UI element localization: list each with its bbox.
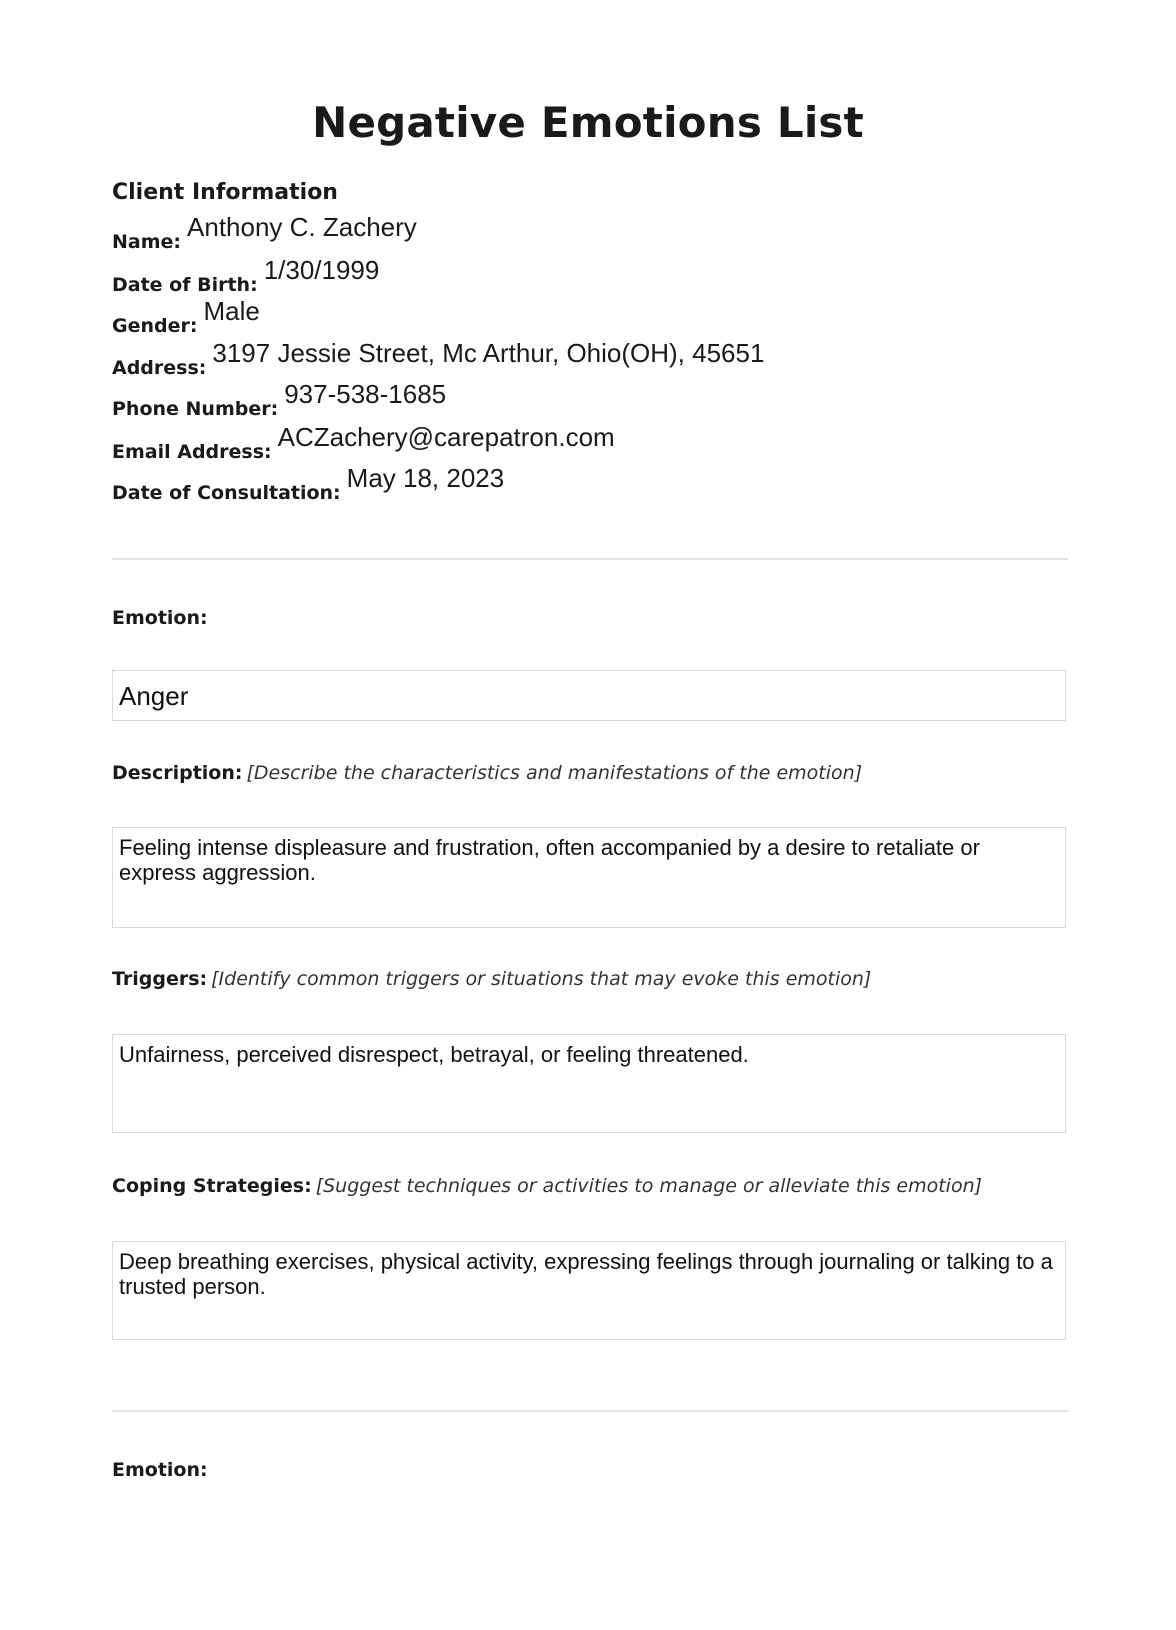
phone-row xyxy=(112,379,447,420)
gender-row xyxy=(112,296,260,337)
dob-row xyxy=(112,255,380,296)
emotion-label-2: Emotion: xyxy=(112,1459,208,1481)
email-row xyxy=(112,422,615,463)
description-field[interactable]: Feeling intense displeasure and frustration, often accompanied by a desire to retaliate or express aggression. xyxy=(112,827,1066,928)
description-label: Description: xyxy=(112,762,243,784)
description-label-row xyxy=(112,762,862,784)
phone-value: 937-538-1685 xyxy=(284,379,447,409)
consultation-date-value: May 18, 2023 xyxy=(346,463,505,493)
coping-field[interactable]: Deep breathing exercises, physical activity, expressing feelings through journaling or talking to a trusted person. xyxy=(112,1241,1066,1340)
name-value: Anthony C. Zachery xyxy=(187,212,417,242)
gender-value: Male xyxy=(203,296,260,326)
gender-label: Gender: xyxy=(112,315,198,337)
emotion-label: Emotion: xyxy=(112,607,208,629)
name-row xyxy=(112,212,417,253)
coping-label-row xyxy=(112,1175,982,1197)
client-info-heading: Client Information xyxy=(112,180,338,205)
phone-label: Phone Number: xyxy=(112,398,279,420)
triggers-label: Triggers: xyxy=(112,968,208,990)
section-divider xyxy=(112,1410,1068,1412)
email-value: ACZachery@carepatron.com xyxy=(277,422,615,452)
address-row xyxy=(112,338,765,379)
description-hint: [Describe the characteristics and manifestations of the emotion] xyxy=(246,762,863,784)
triggers-hint: [Identify common triggers or situations that may evoke this emotion] xyxy=(211,968,872,990)
email-label: Email Address: xyxy=(112,441,272,463)
address-label: Address: xyxy=(112,357,207,379)
coping-hint: [Suggest techniques or activities to manage or alleviate this emotion] xyxy=(315,1175,983,1197)
triggers-field[interactable]: Unfairness, perceived disrespect, betrayal, or feeling threatened. xyxy=(112,1034,1066,1133)
section-divider xyxy=(112,558,1068,560)
page-title: Negative Emotions List xyxy=(312,98,864,147)
name-label: Name: xyxy=(112,231,182,253)
address-value: 3197 Jessie Street, Mc Arthur, Ohio(OH), 45651 xyxy=(212,338,765,368)
consultation-date-row xyxy=(112,463,505,504)
emotion-field[interactable]: Anger xyxy=(112,670,1066,721)
coping-label: Coping Strategies: xyxy=(112,1175,312,1197)
dob-value: 1/30/1999 xyxy=(263,255,380,285)
consultation-date-label: Date of Consultation: xyxy=(112,482,341,504)
dob-label: Date of Birth: xyxy=(112,274,258,296)
triggers-label-row xyxy=(112,968,871,990)
